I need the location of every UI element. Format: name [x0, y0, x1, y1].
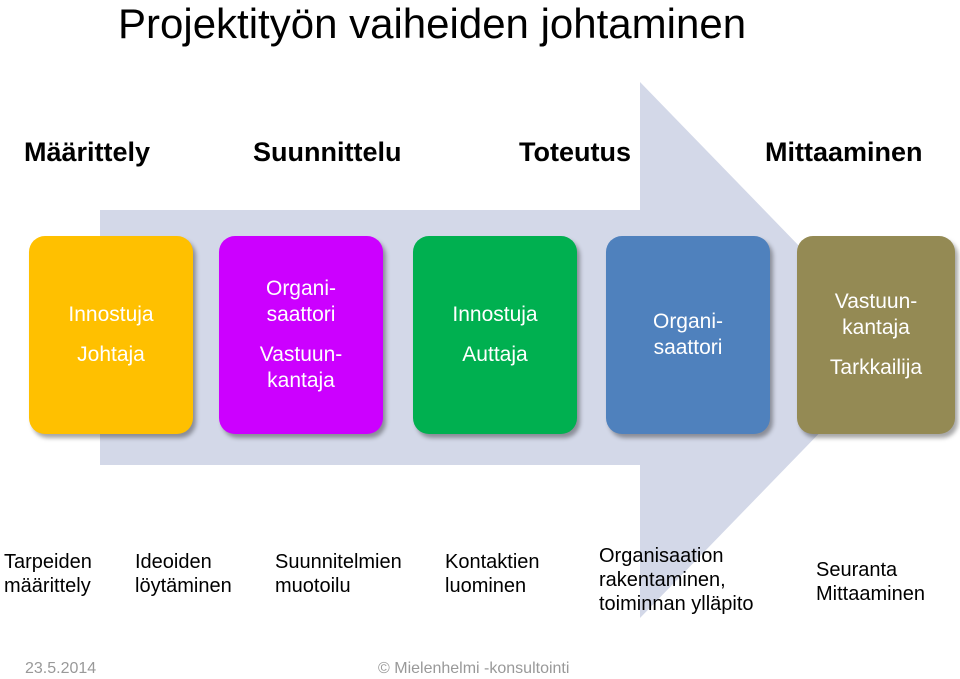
role-line: Auttaja: [462, 343, 528, 366]
task-tarpeiden-maarittely: Tarpeiden määrittely: [4, 551, 92, 597]
role-line: Vastuun- kantaja: [259, 343, 343, 392]
role-box-1: [29, 236, 193, 434]
role-box-3: [413, 236, 577, 434]
role-box-2: [219, 236, 383, 434]
phase-maarittely: Määrittely: [24, 137, 151, 167]
task-ideoiden-loytaminen: Ideoiden löytäminen: [135, 551, 232, 597]
phase-toteutus: Toteutus: [519, 137, 631, 167]
role-line: Vastuun- kantaja: [834, 290, 918, 339]
task-suunnitelmien-muotoilu: Suunnitelmien muotoilu: [275, 551, 402, 597]
role-line: Organi- saattori: [265, 277, 337, 326]
role-line: Johtaja: [77, 343, 145, 366]
role-line: Tarkkailija: [829, 356, 923, 379]
footer-copyright: © Mielenhelmi -konsultointi: [378, 660, 570, 677]
role-line: Innostuja: [68, 303, 154, 326]
role-box-4: [606, 236, 770, 434]
role-box-5: [797, 236, 955, 434]
role-line: Innostuja: [452, 303, 538, 326]
task-kontaktien-luominen: Kontaktien luominen: [445, 551, 540, 597]
page-title: Projektityön vaiheiden johtaminen: [118, 0, 747, 47]
footer-date: 23.5.2014: [25, 660, 97, 677]
task-organisaation-rakentaminen: Organisaation rakentaminen, toiminnan ylläpito: [599, 545, 754, 615]
phase-mittaaminen: Mittaaminen: [765, 137, 923, 167]
role-line: Organi- saattori: [652, 310, 724, 359]
task-seuranta-mittaaminen: Seuranta Mittaaminen: [816, 559, 925, 605]
phase-suunnittelu: Suunnittelu: [253, 137, 402, 167]
